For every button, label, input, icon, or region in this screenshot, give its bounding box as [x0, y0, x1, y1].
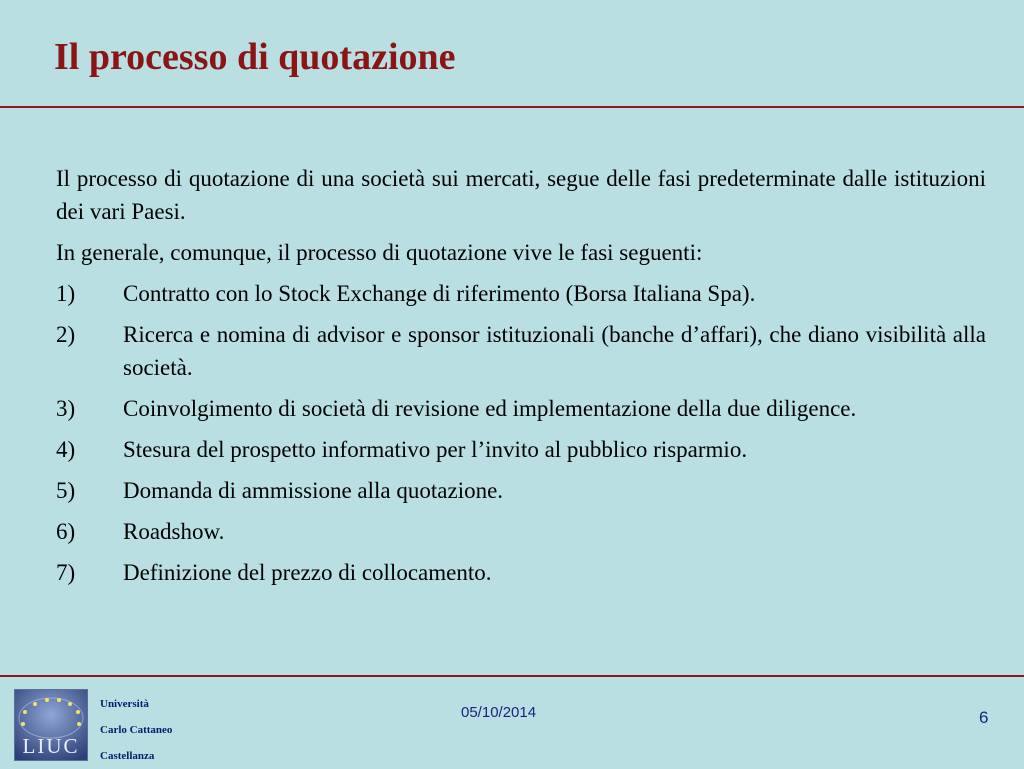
slide-title: Il processo di quotazione — [54, 36, 456, 78]
university-branding — [14, 689, 172, 769]
list-text: Coinvolgimento di società di revisione ed implementazione della due diligence. — [123, 396, 857, 421]
list-number: 6) — [56, 519, 76, 544]
list-item — [56, 318, 986, 384]
list-number: 2) — [56, 322, 76, 347]
list-text: Stesura del prospetto informativo per l’invito al pubblico risparmio. — [123, 437, 748, 462]
university-name-line3: Castellanza — [100, 750, 155, 762]
slide-body — [56, 162, 986, 589]
university-name-line2: Carlo Cattaneo — [100, 724, 173, 736]
list-text: Domanda di ammissione alla quotazione. — [123, 478, 504, 503]
list-number: 4) — [56, 437, 76, 462]
list-text: Roadshow. — [123, 519, 225, 544]
list-item — [56, 433, 986, 466]
list-number: 1) — [56, 281, 76, 306]
page-number: 6 — [979, 708, 989, 727]
university-name-line1: Università — [100, 698, 149, 710]
list-item — [56, 515, 986, 548]
list-text: Definizione del prezzo di collocamento. — [123, 560, 492, 585]
logo-text: LIUC — [22, 734, 80, 758]
slide-date: 05/10/2014 — [461, 704, 537, 721]
list-item — [56, 474, 986, 507]
footer-divider — [0, 675, 1024, 677]
liuc-logo-icon — [14, 689, 88, 761]
list-item — [56, 392, 986, 425]
intro-paragraph: Il processo di quotazione di una società sui mercati, segue delle fasi predeterminate dalle istituzioni dei vari Paesi. — [56, 166, 986, 224]
list-number: 7) — [56, 560, 76, 585]
list-number: 5) — [56, 478, 76, 503]
list-item — [56, 556, 986, 589]
list-item — [56, 277, 986, 310]
list-number: 3) — [56, 396, 76, 421]
title-divider — [0, 106, 1024, 108]
list-text: Contratto con lo Stock Exchange di riferimento (Borsa Italiana Spa). — [123, 281, 756, 306]
lead-paragraph: In generale, comunque, il processo di quotazione vive le fasi seguenti: — [56, 240, 703, 265]
list-text: Ricerca e nomina di advisor e sponsor istituzionali (banche d’affari), che diano visibilità alla società. — [123, 322, 986, 380]
